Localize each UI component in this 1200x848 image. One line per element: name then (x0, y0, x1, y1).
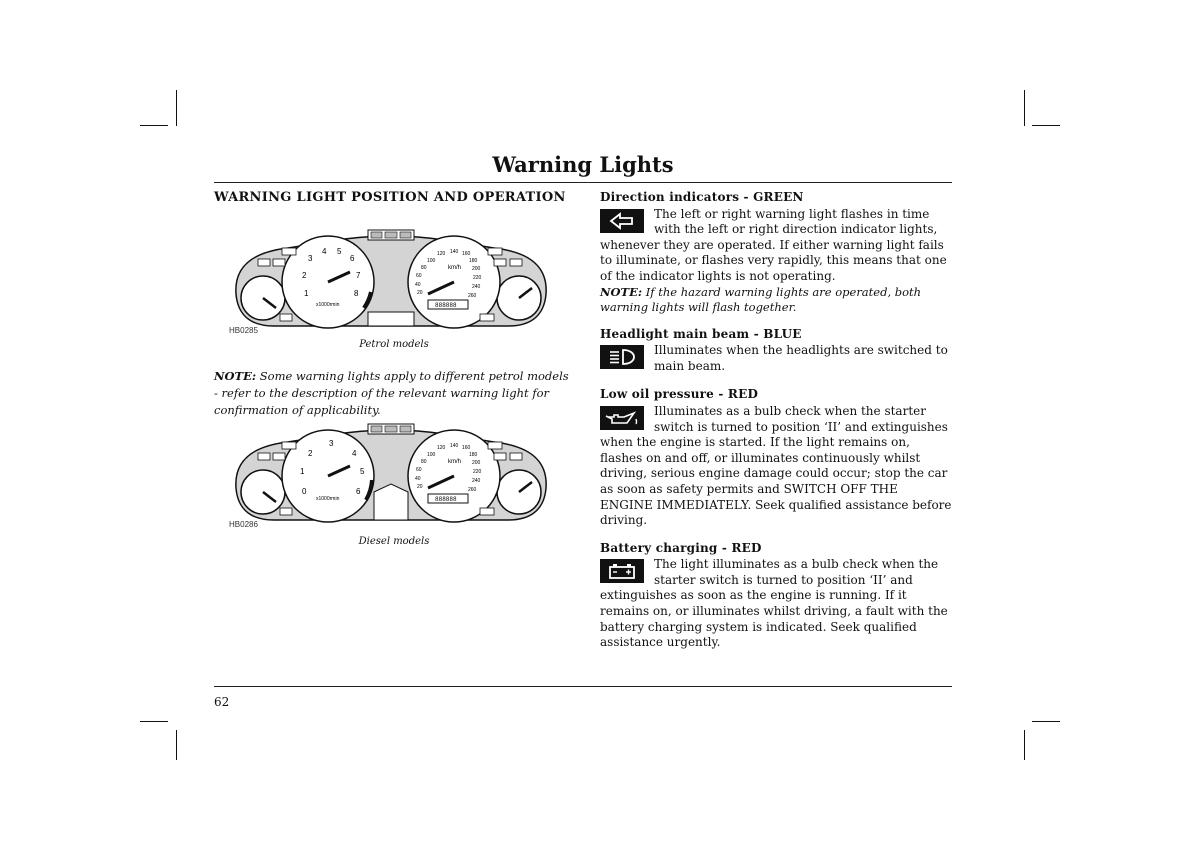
crop-mark (140, 125, 168, 126)
speedo-label: 260 (468, 293, 477, 299)
speedo-label: 60 (416, 467, 422, 473)
tacho-label: 3 (308, 254, 313, 263)
entry-title: Battery charging - RED (600, 540, 762, 555)
tacho-unit: x1000rmin (316, 496, 340, 502)
speedo-label: 60 (416, 273, 422, 279)
note-label: NOTE: (214, 369, 257, 383)
speedo-unit: km/h (448, 459, 462, 465)
crop-mark (1024, 90, 1025, 126)
header-rule (214, 182, 952, 183)
speedo-label: 100 (427, 452, 436, 458)
note-text: Some warning lights apply to different petrol models - refer to the description of the relevant warning light for confirmation of applicability. (214, 369, 569, 417)
entry-direction-indicators (600, 190, 952, 316)
figure-caption: Petrol models (359, 339, 429, 350)
main-beam-icon (600, 345, 644, 369)
speedo-label: 20 (417, 484, 423, 490)
tacho-label: 1 (300, 467, 305, 476)
tacho-label: 5 (360, 467, 365, 476)
entry-title: Headlight main beam - BLUE (600, 326, 802, 341)
tacho-label: 6 (356, 487, 361, 496)
crop-mark (176, 90, 177, 126)
speedo-unit: km/h (448, 265, 462, 271)
speedo-label: 200 (472, 460, 481, 466)
oil-can-icon (600, 406, 644, 430)
speedo-label: 40 (415, 476, 421, 482)
entry-text: Illuminates when the headlights are switched to main beam. (654, 343, 948, 373)
speedo-label: 140 (450, 249, 459, 255)
speedo-label: 20 (417, 290, 423, 296)
note-label: NOTE: (600, 284, 643, 299)
tacho-label: 7 (356, 271, 361, 280)
figure-id: HB0285 (229, 326, 258, 335)
odometer-value: 888888 (435, 496, 457, 503)
entry-text: The light illuminates as a bulb check when the starter switch is turned to position ‘II’ and extinguishes as soon as the engine is running. If it remains on, or illuminates whilst driving, a fault with the battery charging system is indicated. Seek qualified assistance urgently. (600, 557, 948, 650)
tacho-label: 6 (350, 254, 355, 263)
speedo-label: 80 (421, 265, 427, 271)
tacho-unit: x1000rmin (316, 302, 340, 308)
speedo-label: 120 (437, 445, 446, 451)
entry-battery-charging (600, 541, 952, 651)
tacho-label: 1 (304, 289, 309, 298)
speedo-label: 220 (473, 469, 482, 475)
entry-main-beam (600, 327, 952, 375)
crop-mark (1032, 721, 1060, 722)
speedo-label: 160 (462, 251, 471, 257)
speedo-label: 80 (421, 459, 427, 465)
speedo-label: 180 (469, 258, 478, 264)
tacho-label: 4 (352, 449, 357, 458)
tacho-label: 2 (308, 449, 313, 458)
tacho-label: 0 (302, 487, 307, 496)
tacho-label: 8 (354, 289, 359, 298)
speedo-label: 240 (472, 478, 481, 484)
crop-mark (176, 730, 177, 760)
footer-rule (214, 686, 952, 687)
figure-id: HB0286 (229, 520, 258, 529)
entry-title: Direction indicators - GREEN (600, 190, 804, 204)
speedo-label: 260 (468, 487, 477, 493)
speedo-label: 100 (427, 258, 436, 264)
speedo-label: 240 (472, 284, 481, 290)
note-text: If the hazard warning lights are operated, both warning lights will flash together. (600, 284, 922, 315)
instrument-cluster-diesel (228, 420, 554, 524)
tacho-label: 2 (302, 271, 307, 280)
speedo-label: 200 (472, 266, 481, 272)
note (214, 368, 574, 419)
speedo-label: 40 (415, 282, 421, 288)
speedo-label: 140 (450, 443, 459, 449)
tacho-label: 3 (329, 439, 334, 448)
page-title: Warning Lights (492, 152, 674, 177)
tacho-label: 5 (337, 247, 342, 256)
figure-caption: Diesel models (358, 536, 430, 547)
odometer-value: 888888 (435, 302, 457, 309)
crop-mark (1032, 125, 1060, 126)
entry-text: Illuminates as a bulb check when the starter switch is turned to position ‘II’ and extinguishes when the engine is started. If the light remains on, flashes on and off, or illuminates continuously whilst driving, serious engine damage could occur; stop the car as soon as safety permits and SWITCH OFF THE ENGINE IMMEDIATELY. Seek qualified assistance before driving. (600, 403, 952, 528)
warning-light-descriptions (600, 190, 952, 651)
entry-oil-pressure (600, 387, 952, 528)
arrow-left-icon (600, 209, 644, 233)
section-heading: WARNING LIGHT POSITION AND OPERATION (214, 190, 566, 205)
battery-icon (600, 559, 644, 583)
entry-text: The left or right warning light flashes in time with the left or right direction indicator lights, whenever they are operated. If either warning light fails to illuminate, or flashes very rapidly, this means that one of the indicator lights is not operating. (600, 206, 947, 283)
instrument-cluster-petrol (228, 226, 554, 330)
entry-title: Low oil pressure - RED (600, 387, 759, 402)
speedo-label: 180 (469, 452, 478, 458)
speedo-label: 160 (462, 445, 471, 451)
crop-mark (140, 721, 168, 722)
speedo-label: 120 (437, 251, 446, 257)
page-number: 62 (214, 695, 230, 709)
speedo-label: 220 (473, 275, 482, 281)
note (600, 285, 952, 316)
crop-mark (1024, 730, 1025, 760)
tacho-label: 4 (322, 247, 327, 256)
